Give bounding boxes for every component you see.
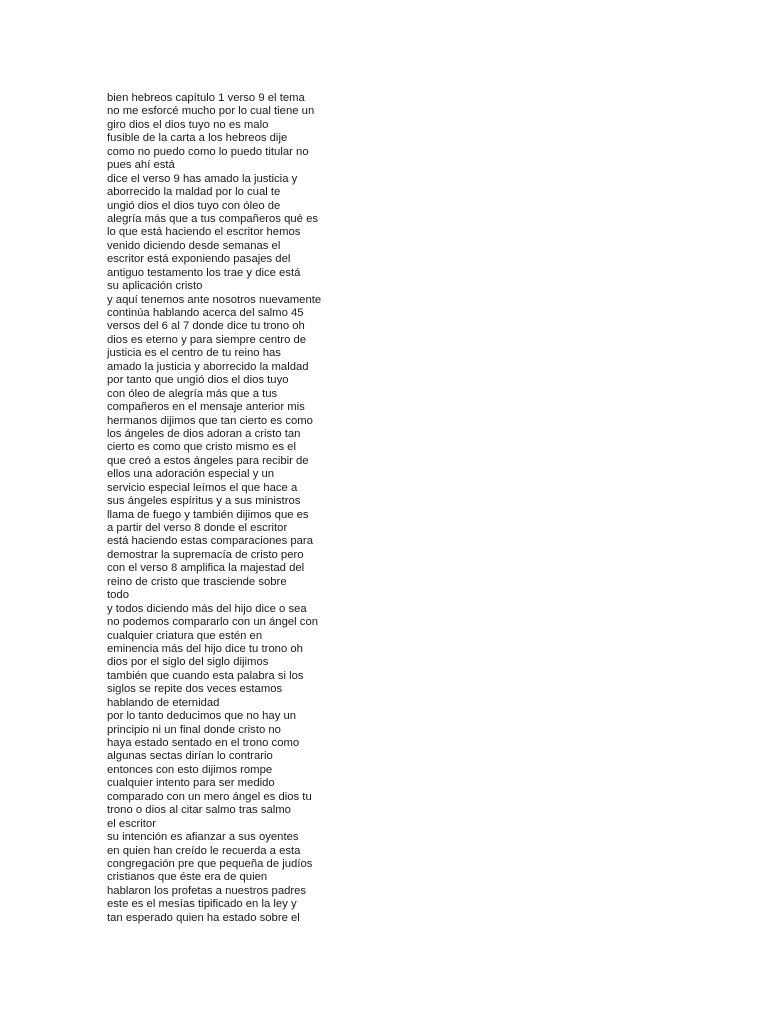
text-line: fusible de la carta a los hebreos dije <box>107 132 288 145</box>
text-line: demostrar la supremacía de cristo pero <box>107 548 304 561</box>
text-line: versos del 6 al 7 donde dice tu trono oh <box>107 320 305 333</box>
text-line: eminencia más del hijo dice tu trono oh <box>107 642 303 655</box>
text-line: hablaron los profetas a nuestros padres <box>107 884 307 897</box>
text-line: escritor está exponiendo pasajes del <box>107 253 291 266</box>
text-line: hablando de eternidad <box>107 696 220 709</box>
text-line: está haciendo estas comparaciones para <box>107 535 313 548</box>
text-line: siglos se repite dos veces estamos <box>107 683 283 696</box>
text-line: ungió dios el dios tuyo con óleo de <box>107 199 281 212</box>
text-line: algunas sectas dirían lo contrario <box>107 750 273 763</box>
text-line: reino de cristo que trasciende sobre <box>107 575 287 588</box>
transcript-text <box>107 92 367 925</box>
text-line: que creó a estos ángeles para recibir de <box>107 454 309 467</box>
text-line: amado la justicia y aborrecido la maldad <box>107 360 309 373</box>
text-line: sus ángeles espíritus y a sus ministros <box>107 495 301 508</box>
text-line: entonces con esto dijimos rompe <box>107 763 273 776</box>
text-line: en quien han creído le recuerda a esta <box>107 844 301 857</box>
text-line: también que cuando esta palabra si los <box>107 669 304 682</box>
text-line: llama de fuego y también dijimos que es <box>107 508 309 521</box>
text-line: cristianos que éste era de quien <box>107 871 268 884</box>
text-line: alegría más que a tus compañeros qué es <box>107 212 319 225</box>
text-line: con el verso 8 amplifica la majestad del <box>107 562 305 575</box>
text-line: giro dios el dios tuyo no es malo <box>107 118 269 131</box>
text-line: ellos una adoración especial y un <box>107 468 275 481</box>
text-line: servicio especial leímos el que hace a <box>107 481 298 494</box>
text-line: con óleo de alegría más que a tus <box>107 387 278 400</box>
text-line: aborrecido la maldad por lo cual te <box>107 186 281 199</box>
text-line: este es el mesías tipificado en la ley y <box>107 898 297 911</box>
text-line: cualquier criatura que estén en <box>107 629 263 642</box>
text-line: por tanto que ungió dios el dios tuyo <box>107 374 289 387</box>
text-line: lo que está haciendo el escritor hemos <box>107 226 301 239</box>
text-line: a partir del verso 8 donde el escritor <box>107 522 288 534</box>
text-line: haya estado sentado en el trono como <box>107 737 300 749</box>
text-line: como no puedo como lo puedo titular no <box>107 145 309 158</box>
text-line: justicia es el centro de tu reino has <box>107 347 281 360</box>
text-line: no podemos compararlo con un ángel con <box>107 616 319 629</box>
text-line: comparado con un mero ángel es dios tu <box>107 790 312 803</box>
text-line: pues ahí está <box>107 159 175 172</box>
text-line: dios por el siglo del siglo dijimos <box>107 656 269 669</box>
text-line: cualquier intento para ser medido <box>107 777 275 790</box>
text-line: principio ni un final donde cristo no <box>107 723 281 736</box>
text-line: todo <box>107 589 129 602</box>
text-line: compañeros en el mensaje anterior mis <box>107 401 305 414</box>
text-line: bien hebreos capítulo 1 verso 9 el tema <box>107 92 305 104</box>
text-line: por lo tanto deducimos que no hay un <box>107 710 297 723</box>
text-line: antiguo testamento los trae y dice está <box>107 266 301 279</box>
text-line: congregación pre que pequeña de judíos <box>107 857 313 870</box>
text-line: su aplicación cristo <box>107 280 203 293</box>
text-line: venido diciendo desde semanas el <box>107 239 281 252</box>
text-line: y todos diciendo más del hijo dice o sea <box>107 602 307 615</box>
text-line: hermanos dijimos que tan cierto es como <box>107 414 313 427</box>
text-line: dice el verso 9 has amado la justicia y <box>107 172 298 185</box>
text-line: su intención es afianzar a sus oyentes <box>107 831 299 844</box>
text-line: cierto es como que cristo mismo es el <box>107 441 296 454</box>
text-line: no me esforcé mucho por lo cual tiene un <box>107 105 315 118</box>
text-line: y aquí tenemos ante nosotros nuevamente <box>107 293 322 306</box>
text-line: dios es eterno y para siempre centro de <box>107 333 307 346</box>
text-line: los ángeles de dios adoran a cristo tan <box>107 427 301 440</box>
text-line: trono o dios al citar salmo tras salmo <box>107 804 291 817</box>
text-line: tan esperado quien ha estado sobre el <box>107 911 300 924</box>
text-line: el escritor <box>107 817 156 830</box>
text-line: continúa hablando acerca del salmo 45 <box>107 307 304 319</box>
